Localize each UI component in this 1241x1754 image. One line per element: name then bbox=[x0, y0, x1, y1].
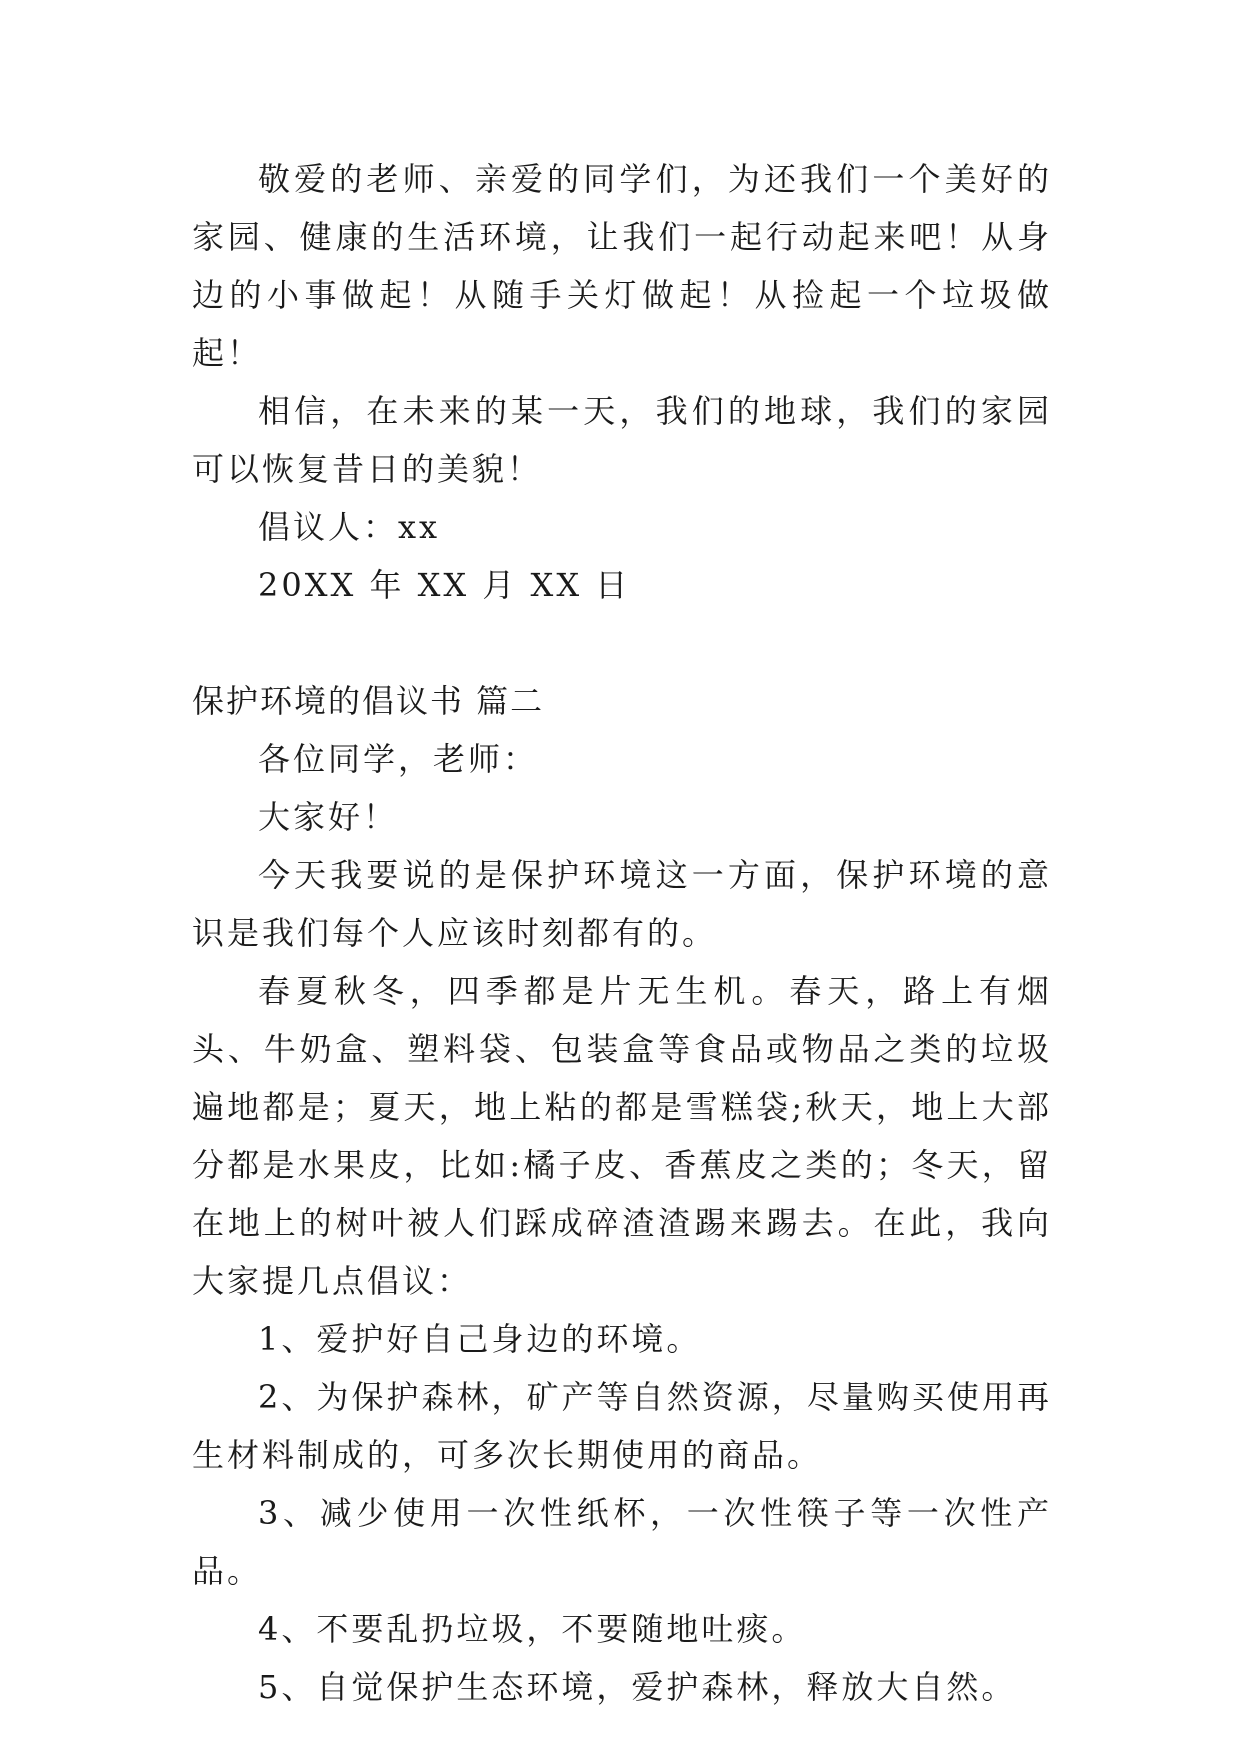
initiator-line: 倡议人：xx bbox=[258, 508, 441, 546]
proposal-item-3: 3、减少使用一次性纸杯，一次性筷子等一次性产品。 bbox=[192, 1494, 1052, 1590]
appeal-paragraph: 敬爱的老师、亲爱的同学们，为还我们一个美好的家园、健康的生活环境，让我们一起行动起来吧！从身边的小事做起！从随手关灯做起！从捡起一个垃圾做起！ bbox=[192, 160, 1052, 372]
seasons-paragraph: 春夏秋冬，四季都是片无生机。春天，路上有烟头、牛奶盒、塑料袋、包装盒等食品或物品之类的垃圾遍地都是；夏天，地上粘的都是雪糕袋;秋天，地上大部分都是水果皮，比如:橘子皮、香蕉皮之类的；冬天，留在地上的树叶被人们踩成碎渣渣踢来踢去。在此，我向大家提几点倡议： bbox=[192, 972, 1052, 1300]
date-line: 20XX 年 XX 月 XX 日 bbox=[258, 566, 631, 604]
proposal-item-4: 4、不要乱扔垃圾，不要随地吐痰。 bbox=[258, 1610, 807, 1648]
proposal-item-5: 5、自觉保护生态环境，爱护森林，释放大自然。 bbox=[258, 1668, 1017, 1706]
proposal-item-1: 1、爱护好自己身边的环境。 bbox=[258, 1320, 702, 1358]
intro-paragraph: 今天我要说的是保护环境这一方面，保护环境的意识是我们每个人应该时刻都有的。 bbox=[192, 856, 1052, 952]
section-title: 保护环境的倡议书 篇二 bbox=[192, 682, 545, 720]
salutation: 各位同学，老师： bbox=[258, 740, 539, 778]
greeting: 大家好！ bbox=[258, 798, 399, 836]
document-body bbox=[192, 150, 1052, 1716]
proposal-item-2: 2、为保护森林，矿产等自然资源，尽量购买使用再生材料制成的，可多次长期使用的商品。 bbox=[192, 1378, 1052, 1474]
hope-paragraph: 相信，在未来的某一天，我们的地球，我们的家园可以恢复昔日的美貌！ bbox=[192, 392, 1052, 488]
